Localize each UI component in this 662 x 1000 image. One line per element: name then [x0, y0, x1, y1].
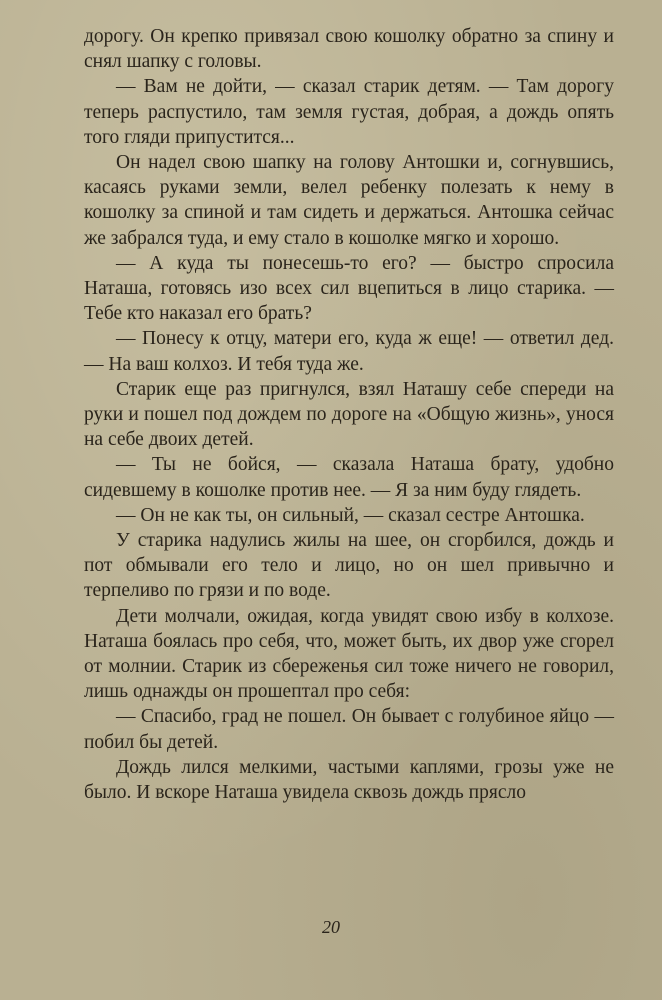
paragraph: — Ты не бойся, — сказала Наташа брату, удобно сидевшему в кошолке против нее. — Я за ним буду глядеть. [84, 454, 614, 501]
paragraph: — Понесу к отцу, матери его, куда ж еще! — ответил дед. — На ваш колхоз. И тебя туда же. [84, 328, 614, 375]
body-text [84, 24, 614, 805]
paragraph: Он надел свою шапку на голову Антошки и, согнувшись, касаясь руками земли, велел ребенку полезать к нему в кошолку за спиной и там сидеть и держаться. Антошка сейчас же забрался туда, и ему стало в кошолке мягко и хорошо. [84, 152, 614, 249]
paragraph: — А куда ты понесешь-то его? — быстро спросила Наташа, готовясь изо всех сил вцепиться в лицо старика. — Тебе кто наказал его брать? [84, 252, 614, 325]
paragraph: — Он не как ты, он сильный, — сказал сестре Антошка. [116, 504, 585, 526]
paragraph: дорогу. Он крепко привязал свою кошолку обратно за спину и снял шапку с головы. [84, 26, 614, 73]
paragraph: — Вам не дойти, — сказал старик детям. — Там дорогу теперь распустило, там земля густая, добрая, а дождь опять того гляди припустится... [84, 76, 614, 148]
page-number: 20 [322, 917, 340, 937]
paragraph: Дети молчали, ожидая, когда увидят свою избу в колхозе. Наташа боялась про себя, что, может быть, их двор уже сгорел от молнии. Старик из сбереженья сил тоже ничего не говорил, лишь однажды он прошептал про себя: [84, 605, 614, 703]
paragraph: Дождь лился мелкими, частыми каплями, грозы уже не было. И вскоре Наташа увидела сквозь дождь прясло [84, 756, 614, 804]
paragraph: — Спасибо, град не пошел. Он бывает с голубиное яйцо — побил бы детей. [84, 706, 614, 753]
paragraph: Старик еще раз пригнулся, взял Наташу себе спереди на руки и пошел под дождем по дороге на «Общую жизнь», унося на себе двоих детей. [84, 378, 614, 451]
paragraph: У старика надулись жилы на шее, он сгорбился, дождь и пот обмывали его тело и лицо, но он шел привычно и терпеливо по грязи и по воде. [84, 530, 614, 602]
